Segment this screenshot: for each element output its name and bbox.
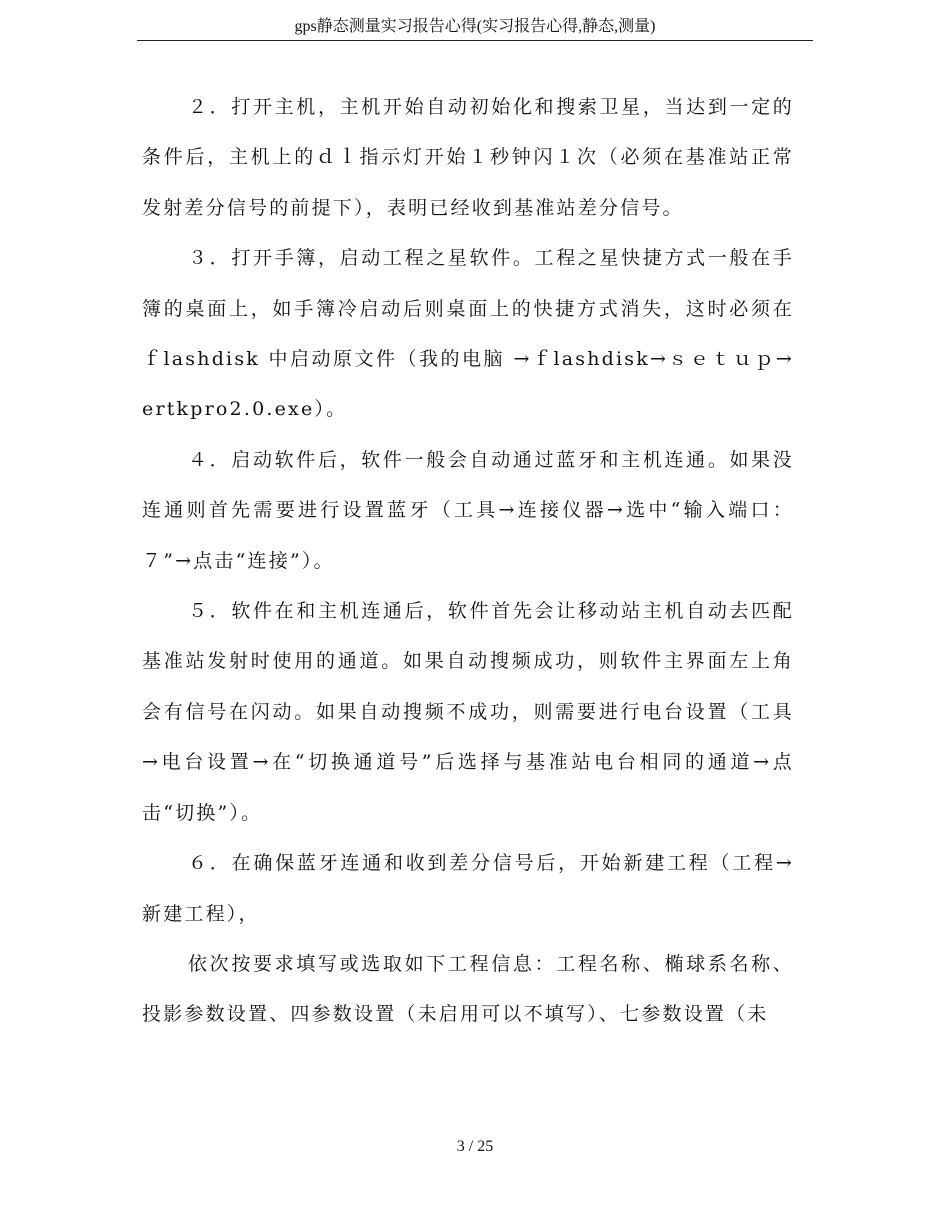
- page-footer: [0, 1135, 950, 1159]
- document-body: [142, 82, 794, 1040]
- paragraph-project-info: 依次按要求填写或选取如下工程信息：工程名称、椭球系名称、投影参数设置、四参数设置（未启用可以不填写）、七参数设置（未: [142, 952, 794, 1026]
- paragraph-step-3: ３．打开手簿，启动工程之星软件。工程之星快捷方式一般在手簿的桌面上，如手簿冷启动后则桌面上的快捷方式消失，这时必须在ｆlashdisk 中启动原文件（我的电脑 →ｆlashdisk→ｓｅｔｕｐ→ertkpro2.0.exe）。: [142, 247, 794, 421]
- paragraph-step-4: ４．启动软件后，软件一般会自动通过蓝牙和主机连通。如果没连通则首先需要进行设置蓝牙（工具→连接仪器→选中“输入端口：７”→点击“连接”）。: [142, 448, 794, 572]
- paragraph-step-5: ５．软件在和主机连通后，软件首先会让移动站主机自动去匹配基准站发射时使用的通道。如果自动搜频成功，则软件主界面左上角会有信号在闪动。如果自动搜频不成功，则需要进行电台设置（工具→电台设置→在“切换通道号”后选择与基准站电台相同的通道→点击“切换”）。: [142, 600, 794, 824]
- page-number: 3 / 25: [456, 1138, 494, 1155]
- paragraph-step-6: ６．在确保蓝牙连通和收到差分信号后，开始新建工程（工程→新建工程），: [142, 852, 794, 925]
- paragraph-step-2: ２．打开主机，主机开始自动初始化和搜索卫星，当达到一定的条件后，主机上的ｄｌ指示灯开始１秒钟闪１次（必须在基准站正常发射差分信号的前提下），表明已经收到基准站差分信号。: [142, 96, 794, 219]
- page-header: [137, 14, 813, 41]
- header-title: gps静态测量实习报告心得(实习报告心得,静态,测量): [294, 18, 656, 35]
